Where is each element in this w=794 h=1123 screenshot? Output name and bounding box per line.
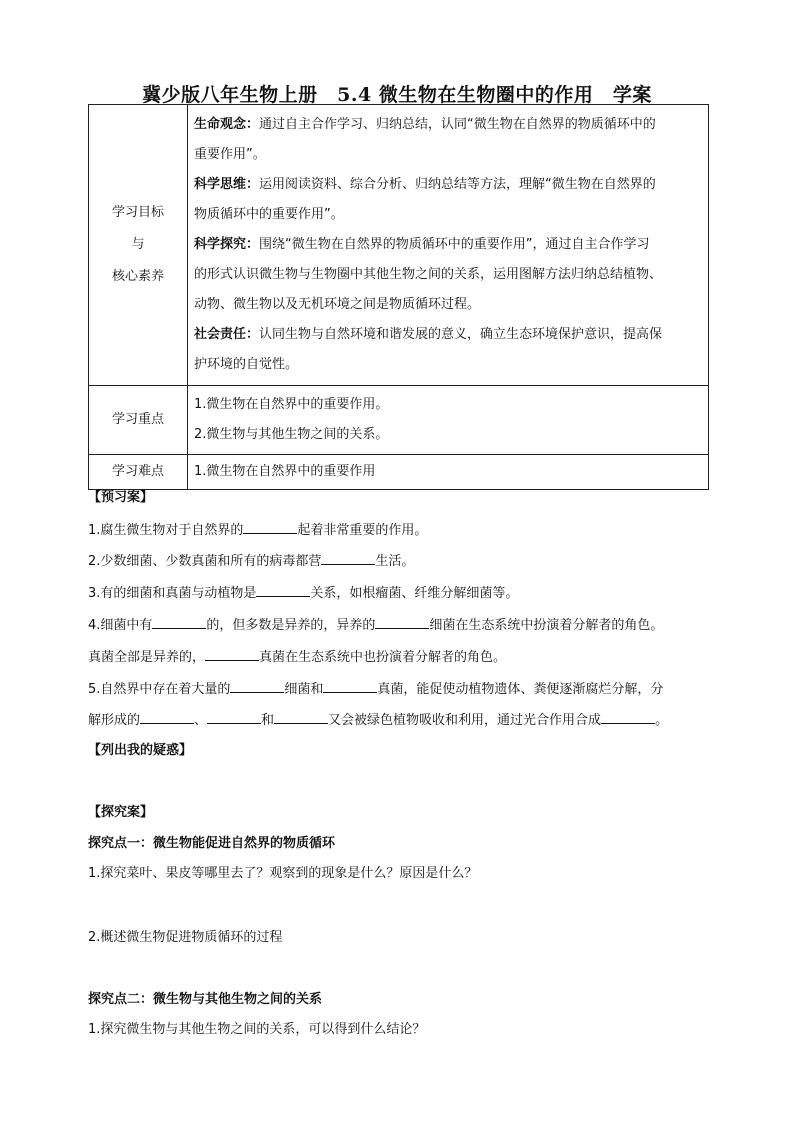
key-points-content [188, 386, 709, 455]
key-points-label: 学习重点 [89, 386, 188, 455]
explore-point-1-title: 探究点一：微生物能促进自然界的物质循环 [88, 836, 336, 851]
objective-social-responsibility: 社会责任：认同生物与自然环境和谐发展的意义，确立生态环境保护意识，提高保 [194, 327, 663, 342]
answer-blank[interactable] [230, 678, 284, 693]
objective-line: 重要作用”。 [194, 147, 266, 162]
explore-point-2-title: 探究点二：微生物与其他生物之间的关系 [88, 992, 323, 1007]
objective-line: 护环境的自觉性。 [194, 357, 299, 372]
answer-blank[interactable] [321, 550, 375, 565]
answer-blank[interactable] [375, 614, 429, 629]
explore-point-1-question-2: 2.概述微生物促进物质循环的过程 [88, 930, 283, 945]
objectives-row [89, 105, 709, 386]
explore-point-1-question-1: 1.探究菜叶、果皮等哪里去了？观察到的现象是什么？原因是什么？ [88, 866, 478, 881]
preview-question-3: 3.有的细菌和真菌与动植物是 关系，如根瘤菌、纤维分解细菌等。 [88, 582, 518, 604]
answer-blank[interactable] [601, 709, 655, 724]
objectives-content [188, 105, 709, 386]
objective-scientific-thinking: 科学思维：运用阅读资料、综合分析、归纳总结等方法，理解“微生物在自然界的 [194, 177, 656, 192]
preview-question-4: 4.细菌中有 的，但多数是异养的，异养的 细菌在生态系统中扮演着分解者的角色。 [88, 614, 663, 636]
objectives-label [89, 105, 188, 386]
difficulty-row [89, 455, 709, 490]
answer-blank[interactable] [152, 614, 206, 629]
answer-blank[interactable] [205, 646, 259, 661]
preview-question-1: 1.腐生微生物对于自然界的 起着非常重要的作用。 [88, 519, 427, 541]
explore-heading: 【探究案】 [88, 805, 154, 820]
objective-scientific-inquiry: 科学探究：围绕“微生物在自然界的物质循环中的重要作用”，通过自主合作学习 [194, 237, 650, 252]
key-point: 2.微生物与其他生物之间的关系。 [194, 427, 389, 442]
preview-question-4-cont: 真菌全部是异养的， 真菌在生态系统中也扮演着分解者的角色。 [88, 646, 506, 668]
objective-life-concept: 生命观念：通过自主合作学习、归纳总结，认同“微生物在自然界的物质循环中的 [194, 117, 656, 132]
answer-blank[interactable] [323, 678, 377, 693]
label-line: 核心素养 [111, 269, 164, 284]
objective-line: 的形式认识微生物与生物圈中其他生物之间的关系，运用图解方法归纳总结植物、 [194, 267, 663, 282]
answer-blank[interactable] [140, 709, 194, 724]
preview-question-5-cont: 解形成的 、 和 又会被绿色植物吸收和利用，通过光合作用合成 。 [88, 709, 668, 731]
difficulty-label: 学习难点 [89, 455, 188, 490]
answer-blank[interactable] [256, 582, 310, 597]
answer-blank[interactable] [243, 519, 297, 534]
preview-heading: 【预习案】 [88, 490, 154, 505]
objective-line: 动物、微生物以及无机环境之间是物质循环过程。 [194, 297, 481, 312]
label-line: 学习目标 [111, 205, 164, 220]
explore-point-2-question-1: 1.探究微生物与其他生物之间的关系，可以得到什么结论？ [88, 1022, 426, 1037]
key-point: 1.微生物在自然界中的重要作用。 [194, 397, 389, 412]
preview-question-5: 5.自然界中存在着大量的 细菌和 真菌，能促使动植物遗体、粪便逐渐腐烂分解，分 [88, 678, 663, 700]
page-title: 冀少版八年生物上册 5.4 微生物在生物圈中的作用 学案 [142, 84, 652, 106]
preview-question-2: 2.少数细菌、少数真菌和所有的病毒都营 生活。 [88, 550, 414, 572]
answer-blank[interactable] [207, 709, 261, 724]
key-points-row [89, 386, 709, 455]
label-line: 与 [131, 237, 145, 252]
objective-line: 物质循环中的重要作用”。 [194, 207, 344, 222]
answer-blank[interactable] [274, 709, 328, 724]
doubts-heading: 【列出我的疑惑】 [88, 743, 193, 758]
objectives-table [88, 104, 709, 490]
difficulty-content: 1.微生物在自然界中的重要作用 [188, 455, 709, 490]
